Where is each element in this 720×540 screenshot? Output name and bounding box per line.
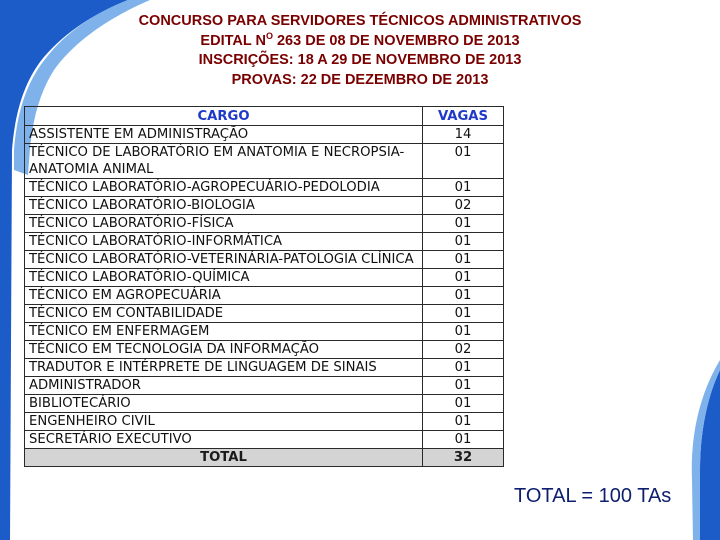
cargo-cell: TÉCNICO LABORATÓRIO-QUÍMICA xyxy=(25,269,423,287)
positions-table xyxy=(24,106,504,467)
cargo-cell: TÉCNICO LABORATÓRIO-AGROPECUÁRIO-PEDOLODIA xyxy=(25,179,423,197)
table-row xyxy=(25,323,504,341)
grand-total-text: TOTAL = 100 TAs xyxy=(514,485,672,507)
vagas-cell: 01 xyxy=(423,287,504,305)
vagas-cell: 01 xyxy=(423,323,504,341)
cargo-cell: TÉCNICO LABORATÓRIO-VETERINÁRIA-PATOLOGIA CLÍNICA xyxy=(25,251,423,269)
vagas-cell: 01 xyxy=(423,377,504,395)
heading-provas: PROVAS: 22 DE DEZEMBRO DE 2013 xyxy=(231,71,489,88)
heading-inscricoes: INSCRIÇÕES: 18 A 29 DE NOVEMBRO DE 2013 xyxy=(198,52,522,68)
edital-prefix: EDITAL N xyxy=(200,32,266,49)
vagas-cell: 01 xyxy=(423,144,504,179)
vagas-cell: 01 xyxy=(423,395,504,413)
vagas-cell: 01 xyxy=(423,215,504,233)
cargo-cell: ADMINISTRADOR xyxy=(25,377,423,395)
cargo-cell: BIBLIOTECÁRIO xyxy=(25,395,423,413)
cargo-cell: TÉCNICO EM AGROPECUÁRIA xyxy=(25,287,423,305)
column-header-cargo: CARGO xyxy=(25,107,423,126)
table-row xyxy=(25,179,504,197)
cargo-cell: TÉCNICO LABORATÓRIO-INFORMÁTICA xyxy=(25,233,423,251)
table-total-row xyxy=(25,449,504,467)
heading-edital xyxy=(60,32,660,52)
table-row xyxy=(25,305,504,323)
table-row xyxy=(25,269,504,287)
vagas-cell: 01 xyxy=(423,431,504,449)
vagas-cell: 01 xyxy=(423,233,504,251)
document-heading xyxy=(60,12,660,90)
table-row xyxy=(25,126,504,144)
table-row xyxy=(25,144,504,179)
table-row xyxy=(25,251,504,269)
column-header-vagas: VAGAS xyxy=(423,107,504,126)
cargo-cell: TÉCNICO EM TECNOLOGIA DA INFORMAÇÃO xyxy=(25,341,423,359)
cargo-cell: TÉCNICO DE LABORATÓRIO EM ANATOMIA E NECROPSIA-ANATOMIA ANIMAL xyxy=(25,144,423,179)
cargo-cell: TÉCNICO EM CONTABILIDADE xyxy=(25,305,423,323)
cargo-cell: ASSISTENTE EM ADMINISTRAÇÃO xyxy=(25,126,423,144)
vagas-cell: 01 xyxy=(423,305,504,323)
cargo-cell: TRADUTOR E INTÉRPRETE DE LINGUAGEM DE SINAIS xyxy=(25,359,423,377)
vagas-cell: 01 xyxy=(423,359,504,377)
vagas-cell: 01 xyxy=(423,179,504,197)
vagas-cell: 02 xyxy=(423,341,504,359)
table-header-row xyxy=(25,107,504,126)
table-row xyxy=(25,377,504,395)
cargo-cell: TÉCNICO LABORATÓRIO-BIOLOGIA xyxy=(25,197,423,215)
table-row xyxy=(25,233,504,251)
cargo-cell: SECRETÁRIO EXECUTIVO xyxy=(25,431,423,449)
total-label-cell: TOTAL xyxy=(25,449,423,467)
edital-superscript: O xyxy=(265,30,273,41)
heading-title: CONCURSO PARA SERVIDORES TÉCNICOS ADMINISTRATIVOS xyxy=(138,13,582,29)
total-vagas-cell: 32 xyxy=(423,449,504,467)
cargo-cell: TÉCNICO EM ENFERMAGEM xyxy=(25,323,423,341)
cargo-cell: ENGENHEIRO CIVIL xyxy=(25,413,423,431)
table-row xyxy=(25,341,504,359)
vagas-cell: 14 xyxy=(423,126,504,144)
edital-suffix: 263 DE 08 DE NOVEMBRO DE 2013 xyxy=(272,32,520,49)
vagas-cell: 02 xyxy=(423,197,504,215)
cargo-cell: TÉCNICO LABORATÓRIO-FÍSICA xyxy=(25,215,423,233)
table-row xyxy=(25,197,504,215)
vagas-cell: 01 xyxy=(423,269,504,287)
table-row xyxy=(25,413,504,431)
table-row xyxy=(25,287,504,305)
table-row xyxy=(25,395,504,413)
table-row xyxy=(25,431,504,449)
vagas-cell: 01 xyxy=(423,413,504,431)
table-row xyxy=(25,215,504,233)
vagas-cell: 01 xyxy=(423,251,504,269)
table-row xyxy=(25,359,504,377)
